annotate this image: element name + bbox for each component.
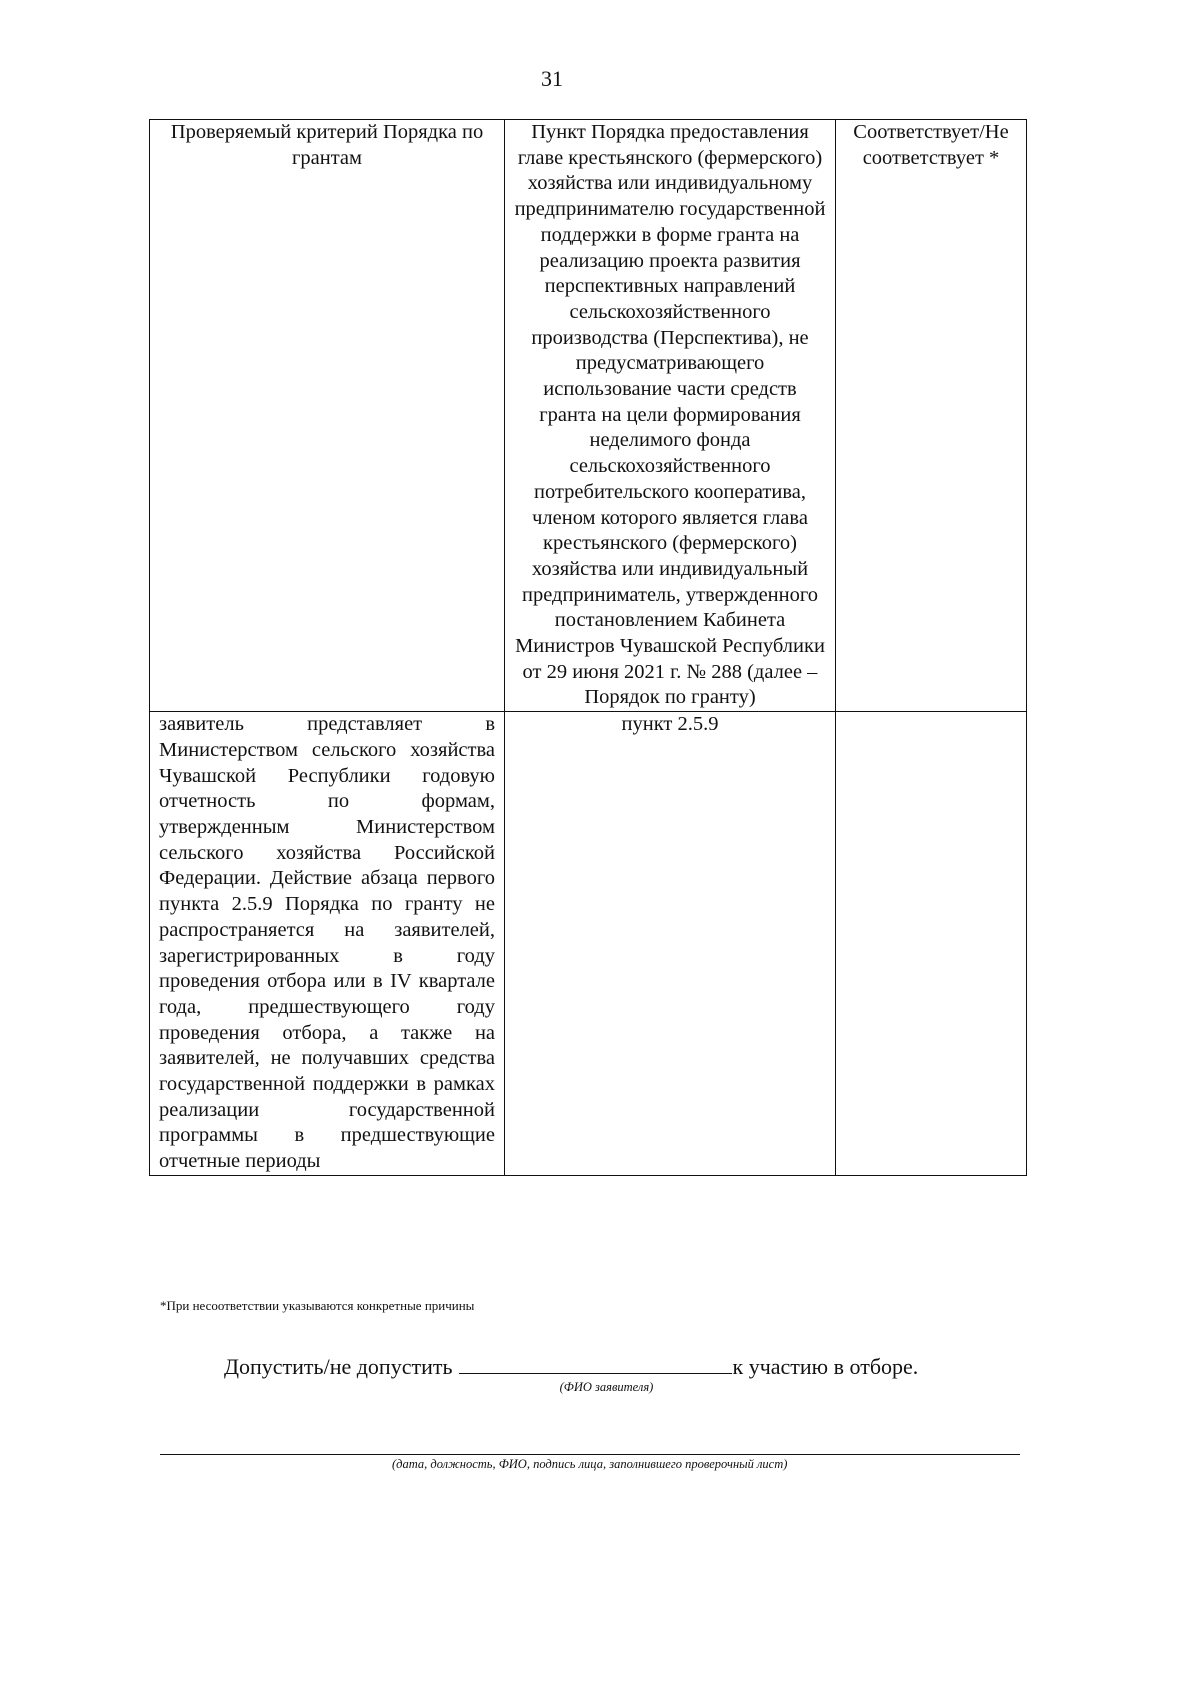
text-line: предусматривающего	[575, 352, 765, 375]
header-conformity	[836, 120, 1027, 712]
text-line: проекта развития	[649, 249, 801, 272]
text-line: главе крестьянского	[517, 146, 693, 169]
text-line: годовую отчетность по формам,	[159, 764, 495, 813]
text-line: заявителей, зарегистрированных в	[159, 918, 495, 967]
text-line: неделимого фонда	[589, 429, 751, 452]
text-line: поддержки в рамках реализации	[159, 1073, 496, 1121]
text-line: Пункт Порядка предоставления	[531, 121, 809, 143]
text-line: Кабинета Министров	[515, 609, 786, 658]
text-line: Министерством сельского	[159, 738, 397, 761]
text-line: крестьянского (фермерского)	[543, 532, 797, 555]
conformity-cell[interactable]	[836, 712, 1027, 1176]
admit-suffix: к участию в отборе.	[732, 1354, 919, 1379]
text-line: гранта на цели формирования	[539, 403, 801, 426]
table-header-row	[150, 120, 1027, 712]
text-line: заявитель представляет в	[159, 713, 495, 736]
header-procedure-clause	[505, 120, 836, 712]
text-line: утвержденным Министерством	[159, 815, 495, 838]
text-line: периоды	[245, 1150, 321, 1173]
text-line: форме гранта на реализацию	[539, 223, 800, 272]
criteria-table	[149, 119, 1027, 1176]
text-line: использование части средств	[543, 378, 797, 401]
text-line: предпринимателю	[514, 198, 675, 221]
text-line: средства государственной	[159, 1047, 496, 1096]
applicant-name-caption: (ФИО заявителя)	[559, 1380, 654, 1394]
header-criterion	[150, 120, 505, 712]
footnote: *При несоответствии указываются конкретные причины	[160, 1298, 475, 1313]
text-line: (фермерского) хозяйства или	[527, 146, 823, 195]
page-number: 31	[541, 66, 563, 91]
text-line: государственной программы в	[159, 1098, 495, 1147]
text-line: соответствует *	[862, 146, 1000, 169]
text-line: членом которого является глава	[532, 506, 808, 529]
text-line: потребительского кооператива,	[534, 480, 806, 503]
text-line: году проведения отбора, а также	[159, 995, 495, 1044]
criterion-cell	[150, 712, 505, 1176]
text-line: первого пункта 2.5.9 Порядка по	[159, 867, 495, 916]
text-line: сельскохозяйственного	[569, 455, 771, 478]
text-line: Проверяемый критерий	[170, 121, 378, 143]
text-line: Соответствует/Не	[853, 121, 1009, 143]
signature-caption: (дата, должность, ФИО, подпись лица, заполнившего проверочный лист)	[392, 1457, 788, 1471]
text-line: предшествующие отчетные	[159, 1124, 495, 1173]
table-row	[150, 712, 1027, 1176]
text-line: году проведения отбора или в IV	[159, 944, 496, 993]
text-line: Чувашской Республики от 29	[522, 635, 825, 683]
admit-prefix: Допустить/не допустить	[224, 1354, 453, 1379]
applicant-name-field[interactable]	[459, 1353, 732, 1374]
text-line: квартале года, предшествующего	[159, 970, 496, 1018]
text-line: на заявителей, не получавших	[159, 1021, 496, 1070]
text-line: Федерации. Действие абзаца	[159, 867, 418, 890]
text-line: сельскохозяйственного	[569, 300, 771, 323]
text-line: государственной поддержки в	[540, 198, 826, 246]
text-line: предприниматель,	[521, 583, 681, 606]
text-line: июня 2021 г. № 288 (далее –	[572, 660, 818, 683]
text-line: хозяйства или индивидуальный	[531, 557, 809, 580]
text-line: производства (Перспектива), не	[531, 326, 809, 349]
clause-cell: пункт 2.5.9	[505, 712, 836, 1176]
text-line: утвержденного постановлением	[554, 583, 819, 632]
text-line: перспективных направлений	[544, 275, 796, 298]
text-line: хозяйства Чувашской Республики	[159, 738, 495, 787]
text-line: индивидуальному	[654, 172, 813, 195]
text-line: сельского хозяйства Российской	[159, 841, 495, 864]
admit-line	[224, 1353, 918, 1380]
text-line: Порядка по грантам	[291, 121, 484, 169]
text-line: гранту не распространяется на	[159, 893, 495, 941]
signature-line[interactable]	[160, 1454, 1020, 1455]
text-line: Порядок по гранту)	[584, 686, 756, 709]
